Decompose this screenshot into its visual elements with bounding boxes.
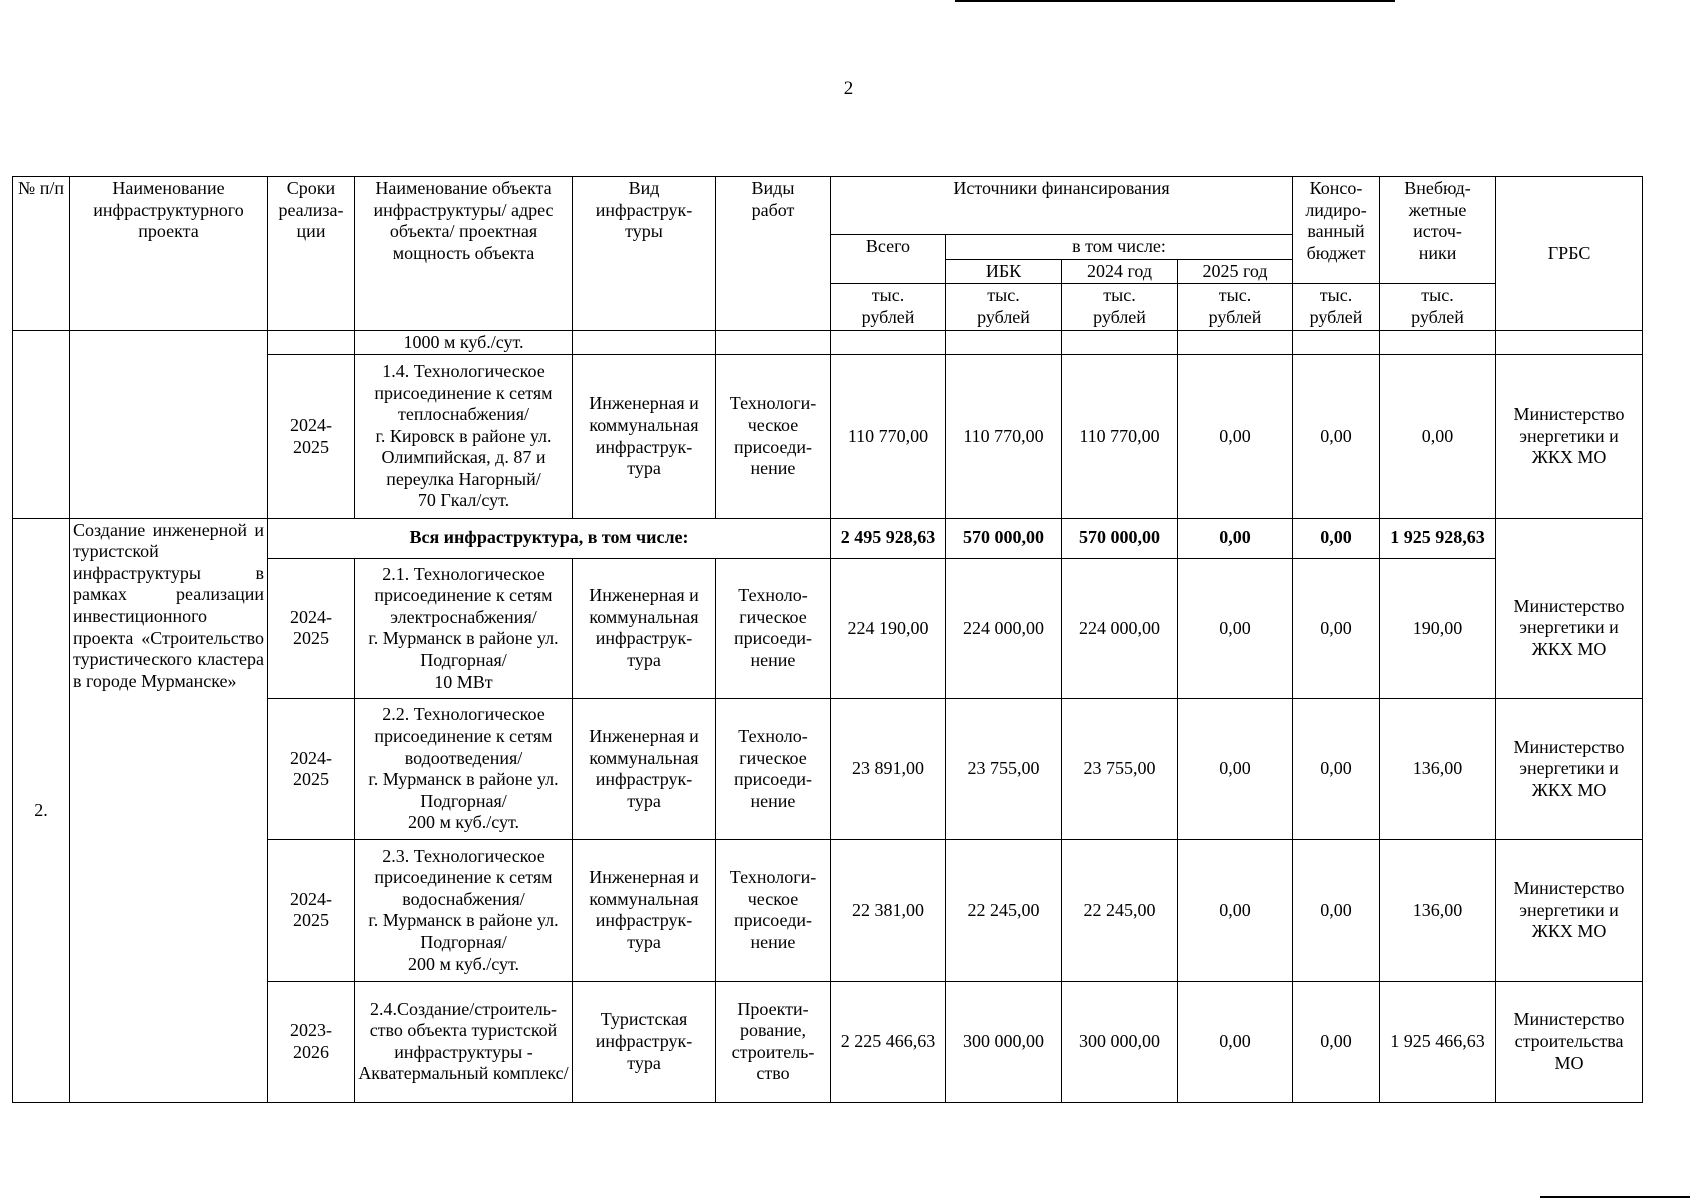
cell-extra [1380, 330, 1496, 355]
cell-terms [268, 330, 355, 355]
unit-consolidated: тыс. рублей [1293, 284, 1380, 330]
cell-consolidated: 0,00 [1293, 699, 1380, 840]
cell-infra-type: Инженерная и коммунальная инфраструк- тура [573, 558, 716, 698]
col-header-total: Всего [831, 235, 946, 284]
cell-2024 [1062, 330, 1178, 355]
scan-edge-top [955, 0, 1395, 2]
cell-grbs: Министерство энергетики и ЖКХ МО [1496, 840, 1643, 981]
cell-total: 224 190,00 [831, 558, 946, 698]
cell-2024: 110 770,00 [1062, 355, 1178, 518]
cell-infra-type: Инженерная и коммунальная инфраструк- тура [573, 840, 716, 981]
cell-no [13, 355, 70, 518]
col-header-object: Наименование объекта инфраструктуры/ адрес объекта/ проектная мощность объекта [355, 177, 573, 331]
cell-object: 2.1. Технологическое присоединение к сетям электроснабжения/ г. Мурманск в районе ул. Подгорная/ 10 МВт [355, 558, 573, 698]
cell-grbs: Министерство энергетики и ЖКХ МО [1496, 699, 1643, 840]
cell-grbs: Министерство строительства МО [1496, 981, 1643, 1102]
col-header-works: Виды работ [716, 177, 831, 331]
unit-extra: тыс. рублей [1380, 284, 1496, 330]
cell-total: 2 225 466,63 [831, 981, 946, 1102]
cell-total [831, 330, 946, 355]
cell-extra: 0,00 [1380, 355, 1496, 518]
cell-2024: 224 000,00 [1062, 558, 1178, 698]
scan-edge-bottom [1540, 1196, 1690, 1198]
cell-extra: 1 925 466,63 [1380, 981, 1496, 1102]
unit-2024: тыс. рублей [1062, 284, 1178, 330]
cell-works: Техноло- гическое присоеди- нение [716, 558, 831, 698]
cell-2024: 300 000,00 [1062, 981, 1178, 1102]
summary-label: Вся инфраструктура, в том числе: [268, 518, 831, 558]
cell-terms: 2023- 2026 [268, 981, 355, 1102]
cell-ibk: 23 755,00 [946, 699, 1062, 840]
cell-project [70, 330, 268, 355]
cell-consolidated: 0,00 [1293, 981, 1380, 1102]
cell-consolidated: 0,00 [1293, 840, 1380, 981]
cell-2025: 0,00 [1178, 558, 1293, 698]
unit-ibk: тыс. рублей [946, 284, 1062, 330]
cell-grbs: Министерство энергетики и ЖКХ МО [1496, 558, 1643, 698]
cell-ibk [946, 330, 1062, 355]
cell-object: 2.2. Технологическое присоединение к сетям водоотведения/ г. Мурманск в районе ул. Подгорная/ 200 м куб./сут. [355, 699, 573, 840]
cell-2025: 0,00 [1178, 518, 1293, 558]
cell-consolidated [1293, 330, 1380, 355]
col-header-incl: в том числе: [946, 235, 1293, 260]
cell-2024: 23 755,00 [1062, 699, 1178, 840]
cell-works: Техноло- гическое присоеди- нение [716, 699, 831, 840]
cell-ibk: 300 000,00 [946, 981, 1062, 1102]
cell-project [70, 355, 268, 518]
cell-project: Создание инженерной и туристской инфраструктуры в рамках реализации инвестиционного проекта «Строительство туристического кластера в городе Мурманске» [70, 518, 268, 1102]
cell-total: 22 381,00 [831, 840, 946, 981]
col-header-2024: 2024 год [1062, 259, 1178, 284]
cell-works: Проекти- рование, строитель- ство [716, 981, 831, 1102]
cell-object: 1.4. Технологическое присоединение к сетям теплоснабжения/ г. Кировск в районе ул. Олимпийская, д. 87 и переулка Нагорный/ 70 Гкал/сут. [355, 355, 573, 518]
cell-grbs: Министерство энергетики и ЖКХ МО [1496, 355, 1643, 518]
cell-terms: 2024- 2025 [268, 355, 355, 518]
cell-object: 2.3. Технологическое присоединение к сетям водоснабжения/ г. Мурманск в районе ул. Подгорная/ 200 м куб./сут. [355, 840, 573, 981]
table-row [13, 355, 1643, 518]
cell-no [13, 330, 70, 355]
col-header-consolidated: Консо- лидиро- ванный бюджет [1293, 177, 1380, 284]
cell-2025: 0,00 [1178, 840, 1293, 981]
cell-2024: 570 000,00 [1062, 518, 1178, 558]
cell-infra-type: Инженерная и коммунальная инфраструк- тура [573, 355, 716, 518]
cell-works: Технологи- ческое присоеди- нение [716, 355, 831, 518]
page-number: 2 [843, 78, 854, 99]
header-row-1 [13, 177, 1643, 235]
cell-infra-type: Инженерная и коммунальная инфраструк- тура [573, 699, 716, 840]
continuation-row [13, 330, 1643, 355]
cell-extra: 190,00 [1380, 558, 1496, 698]
cell-terms: 2024- 2025 [268, 558, 355, 698]
col-header-terms: Сроки реализа- ции [268, 177, 355, 331]
cell-infra-type [573, 330, 716, 355]
col-header-extra: Внебюд- жетные источ- ники [1380, 177, 1496, 284]
cell-works: Технологи- ческое присоеди- нение [716, 840, 831, 981]
unit-2025: тыс. рублей [1178, 284, 1293, 330]
cell-ibk: 22 245,00 [946, 840, 1062, 981]
col-header-grbs: ГРБС [1496, 177, 1643, 331]
cell-total: 23 891,00 [831, 699, 946, 840]
col-header-no: № п/п [13, 177, 70, 331]
cell-no: 2. [13, 518, 70, 1102]
cell-object: 2.4.Создание/строитель- ство объекта туристской инфраструктуры - Акватермальный комплекс/ [355, 981, 573, 1102]
cell-infra-type: Туристская инфраструк- тура [573, 981, 716, 1102]
cell-ibk: 570 000,00 [946, 518, 1062, 558]
col-header-2025: 2025 год [1178, 259, 1293, 284]
cell-ibk: 110 770,00 [946, 355, 1062, 518]
unit-total: тыс. рублей [831, 284, 946, 330]
cell-consolidated: 0,00 [1293, 518, 1380, 558]
cell-total: 2 495 928,63 [831, 518, 946, 558]
cell-2025: 0,00 [1178, 981, 1293, 1102]
cell-total: 110 770,00 [831, 355, 946, 518]
cell-terms: 2024- 2025 [268, 840, 355, 981]
col-header-sources: Источники финансирования [831, 177, 1293, 235]
col-header-project: Наименование инфраструктурного проекта [70, 177, 268, 331]
summary-row [13, 518, 1643, 558]
cell-consolidated: 0,00 [1293, 558, 1380, 698]
cell-grbs [1496, 330, 1643, 355]
col-header-ibk: ИБК [946, 259, 1062, 284]
cell-extra: 1 925 928,63 [1380, 518, 1496, 558]
cell-ibk: 224 000,00 [946, 558, 1062, 698]
cell-2025 [1178, 330, 1293, 355]
cell-2024: 22 245,00 [1062, 840, 1178, 981]
cell-2025: 0,00 [1178, 699, 1293, 840]
cell-works [716, 330, 831, 355]
cell-terms: 2024- 2025 [268, 699, 355, 840]
cell-extra: 136,00 [1380, 840, 1496, 981]
cell-extra: 136,00 [1380, 699, 1496, 840]
cell-consolidated: 0,00 [1293, 355, 1380, 518]
cell-2025: 0,00 [1178, 355, 1293, 518]
cell-object: 1000 м куб./сут. [355, 330, 573, 355]
cell-grbs [1496, 518, 1643, 558]
col-header-infra-type: Вид инфраструк- туры [573, 177, 716, 331]
financing-table [12, 176, 1643, 1103]
